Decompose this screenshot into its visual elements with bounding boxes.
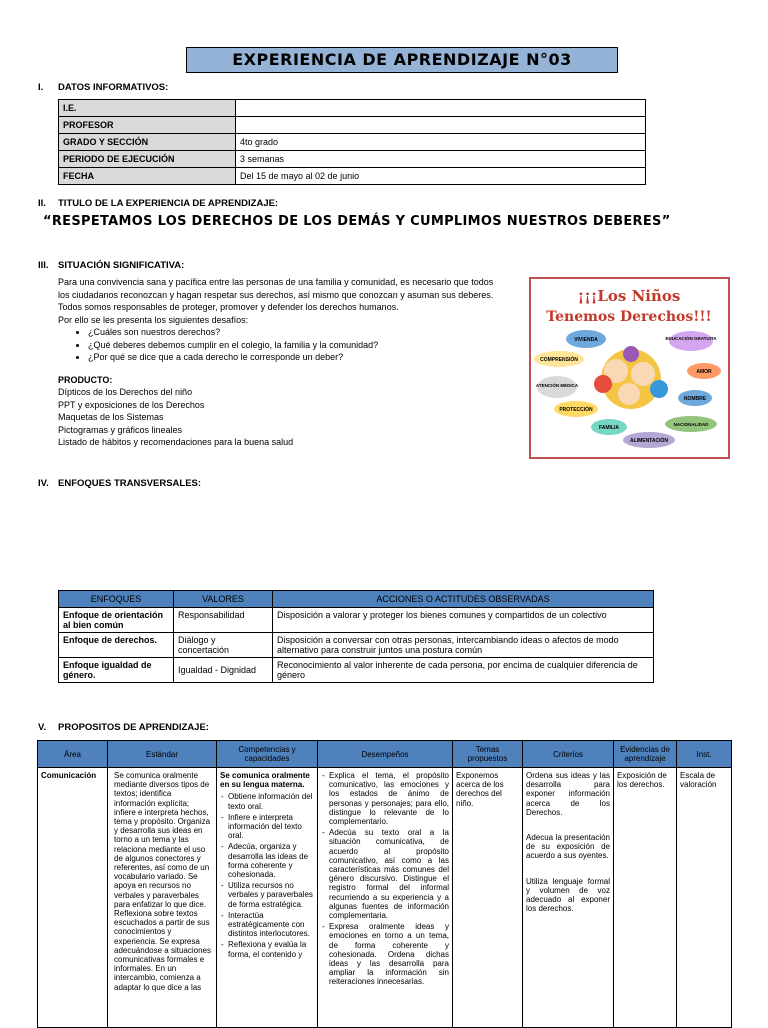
list-item: - Explica el tema, el propósito comunicativo, las emociones y los estados de ánimo de personas y personajes; para ello, distingue lo relevante de lo complementario. [321,771,449,826]
list-item: PPT y exposiciones de los Derechos [58,399,205,410]
column-header: Temas propuestos [453,741,523,768]
column-header: Criterios [523,741,614,768]
column-header: ACCIONES O ACTITUDES OBSERVADAS [273,591,654,608]
rights-poster-image [529,277,730,459]
section-heading-1: I. DATOS INFORMATIVOS: [38,82,169,93]
svg-text:FAMILIA: FAMILIA [599,425,619,431]
svg-text:ALIMENTACIÓN: ALIMENTACIÓN [630,438,668,444]
list-item: Pictogramas y gráficos lineales [58,424,183,435]
situation-paragraph: Para una convivencia sana y pacífica entre las personas de una familia y comunidad, es necesario que todos los ciudadanos reconozcan y hagan respetar sus derechos, así mismo que conozcan y asuman sus deberes. [58,277,494,300]
table-row: Enfoque de derechos. Diálogo y concertación Disposición a conversar con otras personas, intercambiando ideas o afectos de modo alternativo para construir juntos una postura común [59,633,654,658]
experience-title: “RESPETAMOS LOS DERECHOS DE LOS DEMÁS Y CUMPLIMOS NUESTROS DEBERES” [43,214,671,229]
list-item: - Interactúa estratégicamente con distintos interlocutores. [220,911,314,939]
column-header: Estándar [108,741,217,768]
list-item: Dípticos de los Derechos del niño [58,387,193,397]
list-item: • ¿Qué deberes debemos cumplir en el colegio, la familia y la comunidad? [88,339,498,352]
svg-text:NACIONALIDAD: NACIONALIDAD [673,422,709,427]
poster-title-2: Tenemos Derechos!!! [546,309,712,325]
challenges-list [58,326,498,364]
section-heading-5: V. PROPOSITOS DE APRENDIZAJE: [38,722,209,733]
list-item: - Adecúa, organiza y desarrolla las ideas de forma coherente y cohesionada. [220,842,314,879]
svg-text:EDUCACIÓN GRATUITA: EDUCACIÓN GRATUITA [665,336,717,341]
table-row: Comunicación Se comunica oralmente mediante diversos tipos de textos; identifica información explícita; infiere e interpreta hechos, tema y propósito. Organiza y desarrolla sus ideas en torno a un tema y las relaciona mediante el uso de algunos conectores y referentes, así como de un vocabulario variado. Se apoya en recursos no verbales y paraverbales para enfatizar lo que dice. Reflexiona sobre textos escuchados a partir de sus conocimientos y experiencia. Se expresa adecuándose a situaciones comunicativas formales e informales. En un intercambio, comienza a adaptar lo que dice a las Se comunica oralmente en su lengua materna. - Obtiene información del texto oral. - Infiere e interpreta información del texto oral. - Adecúa, organiza y desarrolla las ideas de forma coherente y cohesionada. - Utiliza recursos no verbales y paraverbales de forma estratégica. - Interactúa estratégicamente con distintos interlocutores. - Reflexiona y evalúa la forma, el contenido y - Explica el tema, el propósito comunicativo, las emociones y los estados de ánimo de personas y personajes; para ello, distingue lo relevante de lo complementario. - Adecúa su texto oral a la situación comunicativa, de acuerdo al propósito comunicativo, así como a las características más comunes del género discursivo. Distingue el registro formal del informal recurriendo a su experiencia y a algunas fuentes de información complementaria. - Expresa oralmente ideas y emociones en torno a un tema, de forma coherente y cohesionada. Ordena dichas ideas y las desarrolla para ampliar la información sin reiteraciones innecesarias. Exponemos acerca de los derechos del niño. Ordena sus ideas y las desarrolla para exponer información acerca de los Derechos. Adecua la presentación de su exposición de acuerdo a sus oyentes. Utiliza lenguaje formal y volumen de voz adecuado al exponer los derechos. Exposición de los derechos. Escala de valoración [38,768,732,1028]
product-label: PRODUCTO: [58,374,113,385]
list-item: - Adecúa su texto oral a la situación comunicativa, de acuerdo al propósito comunicativo, así como a las características más comunes del género discursivo. Distingue el registro formal del informal recurriendo a su experiencia y a algunas fuentes de información complementaria. [321,828,449,920]
table-row: I.E. [59,100,646,117]
table-row: FECHA Del 15 de mayo al 02 de junio [59,168,646,185]
table-row: PERIODO DE EJECUCIÓN 3 semanas [59,151,646,168]
section-heading-3: III. SITUACIÓN SIGNIFICATIVA: [38,260,185,271]
propositos-table [37,740,732,1028]
column-header: Inst. [677,741,732,768]
svg-text:COMPRENSIÓN: COMPRENSIÓN [540,357,578,363]
list-item: • ¿Por qué se dice que a cada derecho le corresponde un deber? [88,351,498,364]
list-item: - Obtiene información del texto oral. [220,792,314,810]
list-item: • ¿Cuáles son nuestros derechos? [88,326,498,339]
list-item: - Reflexiona y evalúa la forma, el contenido y [220,940,314,958]
situation-paragraph: Todos somos responsables de proteger, promover y defender los derechos humanos. [58,302,399,312]
svg-text:VIVIENDA: VIVIENDA [574,337,598,343]
list-item: Listado de hábitos y recomendaciones para la buena salud [58,437,294,447]
section-heading-4: IV. ENFOQUES TRANSVERSALES: [38,478,202,489]
svg-text:AMOR: AMOR [696,369,712,375]
list-item: - Infiere e interpreta información del texto oral. [220,813,314,841]
list-item: - Utiliza recursos no verbales y paraverbales de forma estratégica. [220,881,314,909]
situation-text [58,276,498,449]
svg-text:ATENCIÓN MÉDICA: ATENCIÓN MÉDICA [535,383,579,388]
column-header: ENFOQUES [59,591,174,608]
column-header: Evidencias de aprendizaje [614,741,677,768]
page-title: EXPERIENCIA DE APRENDIZAJE N°03 [186,47,618,73]
table-row: Enfoque igualdad de género. Igualdad - Dignidad Reconocimiento al valor inherente de cada persona, por encima de cualquier diferencia de género [59,658,654,683]
criterio: Ordena sus ideas y las desarrolla para exponer información acerca de los Derechos. [526,771,610,817]
column-header: Desempeños [318,741,453,768]
list-item: Maquetas de los Sistemas [58,412,164,422]
poster-title-1: ¡¡¡Los Niños [577,287,681,305]
table-row: PROFESOR [59,117,646,134]
criterio: Utiliza lenguaje formal y volumen de voz adecuado al exponer los derechos. [526,876,610,914]
enfoques-table [58,590,654,683]
list-item: - Expresa oralmente ideas y emociones en torno a un tema, de forma coherente y cohesionada. Ordena dichas ideas y las desarrolla para ampliar la información sin reiteraciones innecesarias. [321,922,449,986]
column-header: Área [38,741,108,768]
svg-text:PROTECCIÓN: PROTECCIÓN [559,407,593,413]
info-table [58,99,646,185]
column-header: Competencias y capacidades [217,741,318,768]
section-heading-2: II. TITULO DE LA EXPERIENCIA DE APRENDIZAJE: [38,198,279,209]
table-row: Enfoque de orientación al bien común Responsabilidad Disposición a valorar y proteger los bienes comunes y compartidos de un colectivo [59,608,654,633]
situation-paragraph: Por ello se les presenta los siguientes desafíos: [58,314,249,325]
column-header: VALORES [174,591,273,608]
svg-text:NOMBRE: NOMBRE [683,396,707,402]
table-row: GRADO Y SECCIÓN 4to grado [59,134,646,151]
criterio: Adecua la presentación de su exposición de acuerdo a sus oyentes. [526,833,610,861]
